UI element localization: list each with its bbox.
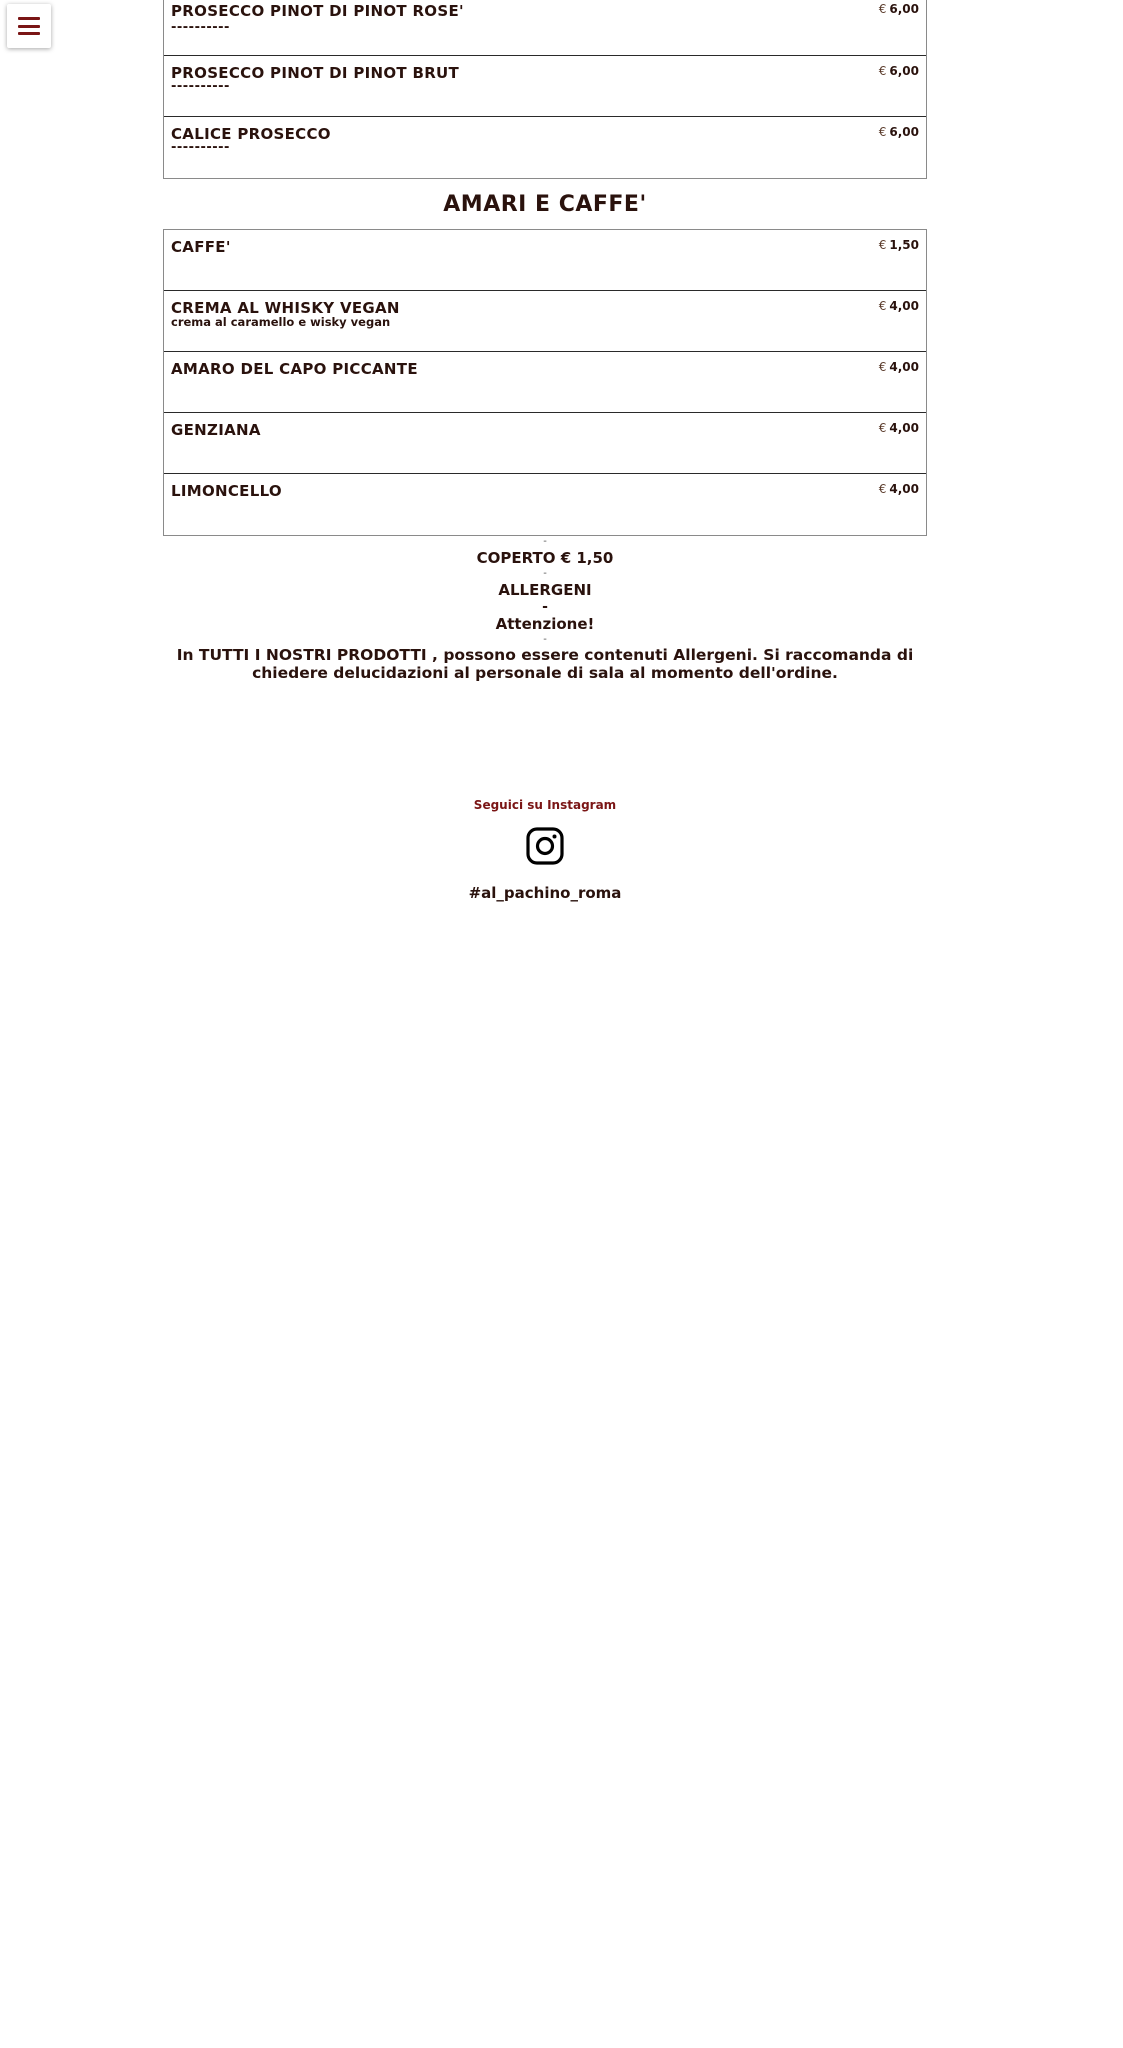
price-value: 6,00: [889, 125, 919, 139]
social-section: [163, 798, 927, 902]
item-price: [879, 421, 919, 435]
currency-symbol: €: [878, 482, 887, 496]
item-name: AMARO DEL CAPO PICCANTE: [171, 360, 418, 378]
menu-table-amari: [163, 229, 927, 536]
item-price: [879, 125, 919, 139]
item-name: CREMA AL WHISKY VEGAN: [171, 299, 400, 317]
item-price: [879, 238, 919, 252]
item-description: ----------: [171, 140, 230, 155]
currency-symbol: €: [878, 299, 887, 313]
currency-symbol: €: [878, 421, 887, 435]
hamburger-icon: [18, 17, 40, 35]
item-description: ----------: [171, 20, 230, 35]
menu-item: [164, 352, 926, 413]
currency-symbol: €: [878, 64, 887, 78]
coperto-text: COPERTO € 1,50: [476, 549, 614, 567]
item-name: PROSECCO PINOT DI PINOT ROSE': [171, 2, 464, 20]
menu-item: [164, 230, 926, 291]
item-price: [879, 482, 919, 496]
currency-symbol: €: [878, 238, 887, 252]
item-description: crema al caramello e wisky vegan: [171, 315, 391, 329]
item-name: CAFFE': [171, 238, 231, 256]
price-value: 6,00: [889, 64, 919, 78]
menu-button[interactable]: [7, 4, 51, 48]
menu-item: [164, 291, 926, 352]
item-price: [879, 360, 919, 374]
item-name: PROSECCO PINOT DI PINOT BRUT: [171, 64, 460, 82]
menu-table-prosecco: [163, 0, 927, 179]
footer-notes: [163, 536, 927, 682]
currency-symbol: €: [878, 360, 887, 374]
separator: -: [543, 568, 547, 579]
menu-item: [164, 0, 926, 56]
menu-item: [164, 56, 926, 117]
item-price: [879, 64, 919, 78]
item-name: LIMONCELLO: [171, 482, 282, 500]
menu-item: [164, 413, 926, 474]
item-price: [879, 299, 919, 313]
item-description: ----------: [171, 79, 230, 94]
currency-symbol: €: [878, 2, 887, 16]
menu-content: [163, 0, 927, 682]
item-name: CALICE PROSECCO: [171, 125, 331, 143]
price-value: 4,00: [889, 421, 919, 435]
price-value: 4,00: [889, 482, 919, 496]
item-price: [879, 2, 919, 16]
price-value: 1,50: [889, 238, 919, 252]
separator: -: [543, 634, 547, 645]
separator: -: [542, 599, 548, 615]
currency-symbol: €: [878, 125, 887, 139]
allergeni-heading: ALLERGENI: [498, 581, 592, 599]
separator: -: [543, 536, 547, 547]
menu-item: [164, 117, 926, 178]
price-value: 4,00: [889, 299, 919, 313]
instagram-label: Seguici su Instagram: [473, 798, 617, 812]
menu-item: [164, 474, 926, 535]
price-value: 4,00: [889, 360, 919, 374]
allergen-notice: In TUTTI I NOSTRI PRODOTTI , possono essere contenuti Allergeni. Si raccomanda di chiedere delucidazioni al personale di sala al momento dell'ordine.: [176, 646, 914, 682]
price-value: 6,00: [889, 2, 919, 16]
instagram-icon[interactable]: [525, 826, 565, 866]
section-title: AMARI E CAFFE': [443, 192, 647, 217]
item-name: GENZIANA: [171, 421, 261, 439]
attenzione-text: Attenzione!: [495, 615, 595, 633]
instagram-hashtag[interactable]: #al_pachino_roma: [468, 884, 622, 902]
